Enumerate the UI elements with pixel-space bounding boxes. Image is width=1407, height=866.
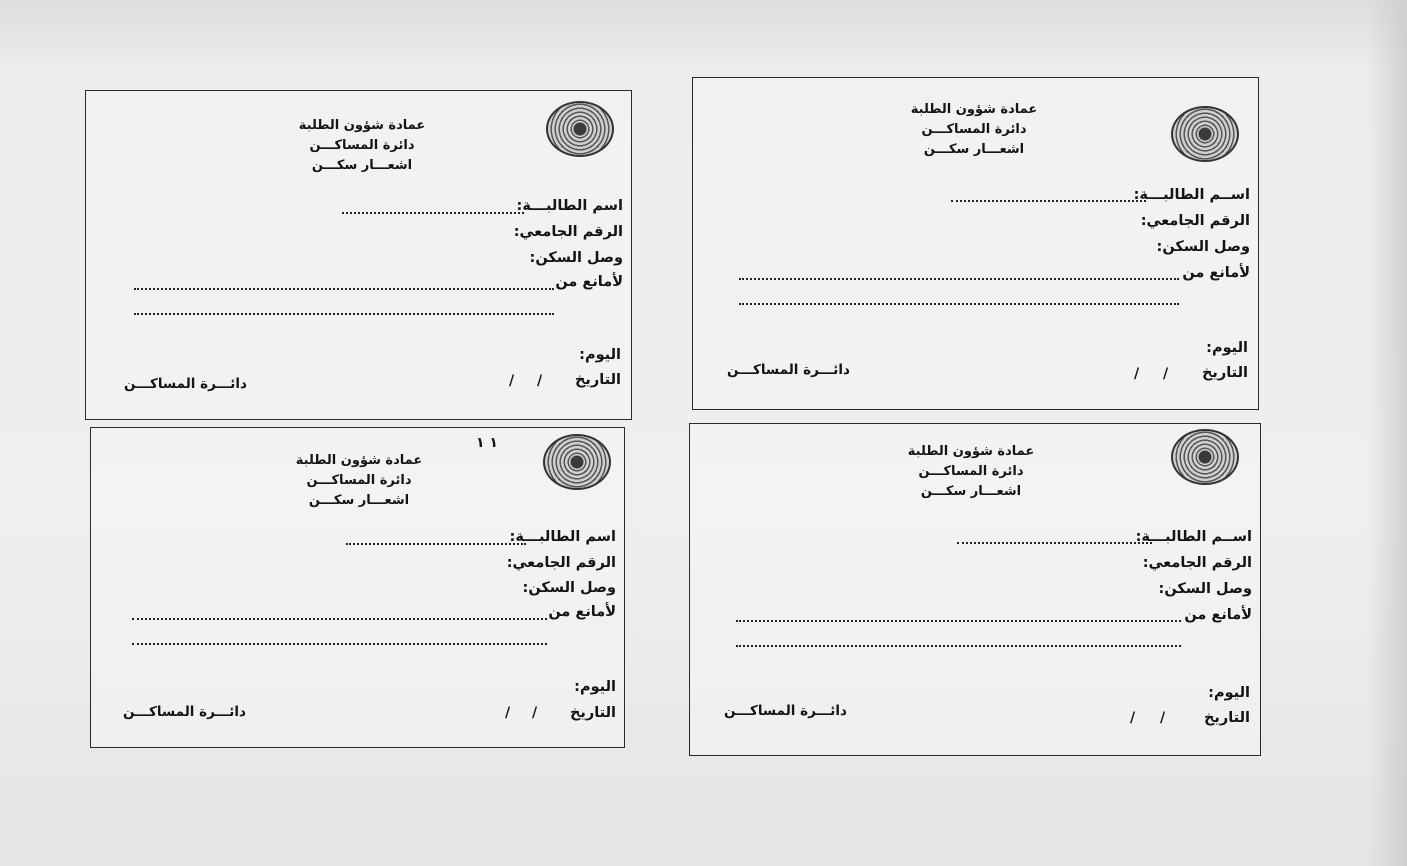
housing-notice-card-top-right [692, 77, 1259, 410]
date-separator: / [505, 705, 511, 721]
dean-title: عمادة شؤون الطلبة [295, 453, 423, 468]
department-header: دائرة المساكـــن [306, 473, 412, 488]
footer-department-signature: دائـــرة المساكـــن [123, 704, 246, 720]
day-label: اليوم: [1206, 340, 1248, 356]
housing-receipt-label: وصل السكن: [522, 580, 616, 596]
student-name-label: اسم الطالبـــة: [509, 529, 616, 545]
housing-notice-card-top-left [85, 90, 632, 420]
no-objection-field-line-2[interactable] [736, 645, 1181, 647]
university-seal-icon [1171, 429, 1239, 485]
handwritten-mark: ١ ١ [476, 435, 498, 451]
student-name-label: اسم الطالبـــة: [516, 198, 623, 214]
no-objection-field-line-1[interactable] [134, 288, 554, 290]
date-separator: / [532, 705, 538, 721]
university-id-label: الرقم الجامعي: [506, 555, 616, 571]
housing-receipt-label: وصل السكن: [1158, 581, 1252, 597]
dean-title: عمادة شؤون الطلبة [907, 444, 1035, 459]
footer-department-signature: دائـــرة المساكـــن [124, 376, 247, 392]
university-seal-icon [543, 434, 611, 490]
no-objection-label: لأمانع من [1184, 607, 1252, 623]
housing-receipt-label: وصل السكن: [529, 250, 623, 266]
university-seal-icon [1171, 106, 1239, 162]
day-label: اليوم: [1208, 685, 1250, 701]
dean-title: عمادة شؤون الطلبة [298, 118, 426, 133]
housing-notice-card-bottom-left [90, 427, 625, 748]
no-objection-field-line-2[interactable] [132, 643, 547, 645]
no-objection-field-line-1[interactable] [736, 620, 1181, 622]
no-objection-field-line-1[interactable] [739, 278, 1179, 280]
department-header: دائرة المساكـــن [918, 464, 1024, 479]
student-name-field[interactable] [342, 212, 524, 214]
student-name-field[interactable] [346, 543, 526, 545]
no-objection-label: لأمانع من [548, 604, 616, 620]
date-separator: / [537, 373, 543, 389]
date-separator: / [1130, 710, 1136, 726]
no-objection-label: لأمانع من [1182, 265, 1250, 281]
notice-title: اشعـــار سكـــن [308, 493, 410, 508]
notice-title: اشعـــار سكـــن [920, 484, 1022, 499]
housing-receipt-label: وصل السكن: [1156, 239, 1250, 255]
no-objection-field-line-2[interactable] [739, 303, 1179, 305]
notice-title: اشعـــار سكـــن [311, 158, 413, 173]
day-label: اليوم: [579, 347, 621, 363]
day-label: اليوم: [574, 679, 616, 695]
footer-department-signature: دائـــرة المساكـــن [727, 362, 850, 378]
no-objection-field-line-1[interactable] [132, 618, 547, 620]
no-objection-label: لأمانع من [555, 274, 623, 290]
date-label: التاريخ [569, 705, 616, 721]
student-name-label: اســم الطالبـــة: [1135, 529, 1252, 545]
date-label: التاريخ [1203, 710, 1250, 726]
date-separator: / [1163, 366, 1169, 382]
footer-department-signature: دائـــرة المساكـــن [724, 703, 847, 719]
date-separator: / [1160, 710, 1166, 726]
paper-edge-shadow [1367, 0, 1407, 866]
student-name-field[interactable] [957, 542, 1152, 544]
student-name-label: اســم الطالبـــة: [1133, 187, 1250, 203]
student-name-field[interactable] [951, 200, 1146, 202]
date-separator: / [509, 373, 515, 389]
university-id-label: الرقم الجامعي: [1142, 555, 1252, 571]
department-header: دائرة المساكـــن [309, 138, 415, 153]
department-header: دائرة المساكـــن [921, 122, 1027, 137]
university-id-label: الرقم الجامعي: [513, 224, 623, 240]
no-objection-field-line-2[interactable] [134, 313, 554, 315]
date-separator: / [1134, 366, 1140, 382]
housing-notice-card-bottom-right [689, 423, 1261, 756]
notice-title: اشعـــار سكـــن [923, 142, 1025, 157]
university-seal-icon [546, 101, 614, 157]
university-id-label: الرقم الجامعي: [1140, 213, 1250, 229]
dean-title: عمادة شؤون الطلبة [910, 102, 1038, 117]
date-label: التاريخ [1201, 365, 1248, 381]
date-label: التاريخ [574, 372, 621, 388]
